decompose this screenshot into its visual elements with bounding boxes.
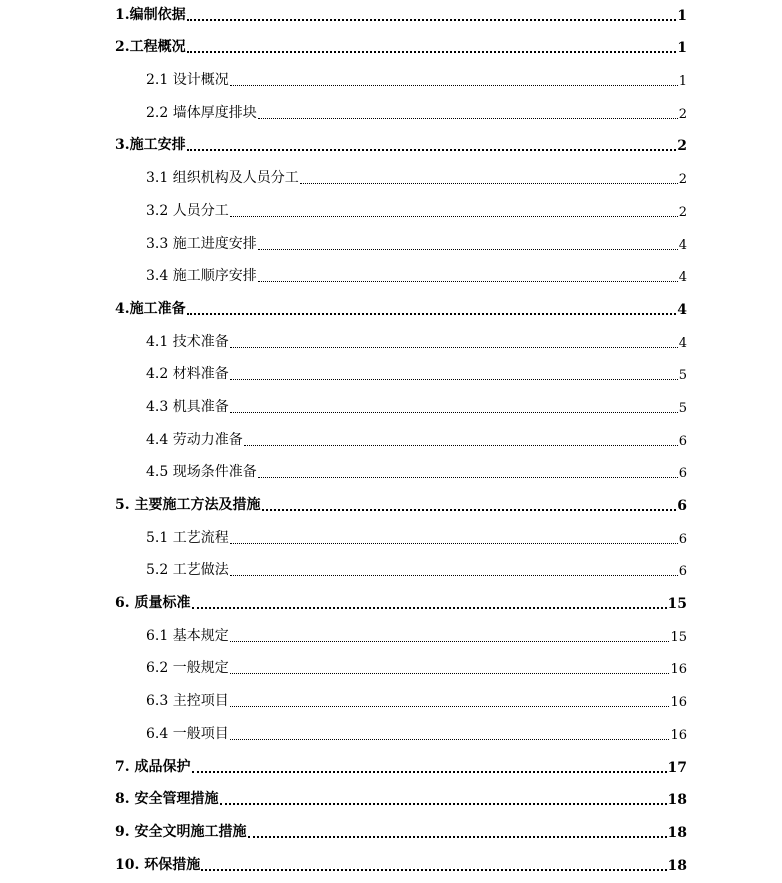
- toc-entry-page-number: 4: [678, 335, 687, 351]
- toc-dot-leader: [230, 738, 670, 740]
- toc-entry-page-number: 2: [677, 138, 687, 155]
- toc-entry-label: 5.2 工艺做法: [146, 562, 229, 579]
- toc-entry-page-number: 16: [670, 695, 687, 711]
- toc-entry-section[interactable]: [115, 131, 687, 164]
- toc-entry-label: 3.施工安排: [115, 137, 186, 154]
- toc-dot-leader: [230, 640, 670, 642]
- toc-entry-page-number: 18: [667, 824, 687, 841]
- toc-entry-page-number: 6: [677, 498, 687, 514]
- toc-entry-label: 6.2 一般规定: [146, 660, 229, 677]
- toc-entry-page-number: 2: [678, 172, 687, 188]
- toc-dot-leader: [300, 182, 678, 184]
- toc-entry-section[interactable]: [115, 33, 687, 66]
- toc-entry-label: 7. 成品保护: [115, 758, 191, 775]
- toc-entry-label: 6. 质量标准: [115, 595, 191, 612]
- toc-entry-page-number: 6: [678, 531, 687, 547]
- toc-dot-leader: [230, 84, 678, 86]
- toc-entry-section[interactable]: [115, 588, 687, 621]
- toc-dot-leader: [220, 802, 667, 805]
- toc-entry-section[interactable]: [115, 490, 687, 523]
- toc-dot-leader: [187, 148, 677, 151]
- toc-entry-label: 6.4 一般项目: [146, 725, 229, 742]
- toc-entry-subsection[interactable]: [115, 360, 687, 393]
- toc-entry-page-number: 5: [678, 368, 687, 384]
- toc-entry-subsection[interactable]: [115, 556, 687, 589]
- toc-dot-leader: [187, 312, 677, 315]
- toc-dot-leader: [230, 346, 678, 348]
- toc-entry-page-number: 16: [670, 662, 687, 678]
- toc-entry-page-number: 4: [677, 301, 687, 318]
- toc-entry-label: 4.1 技术准备: [146, 333, 229, 350]
- toc-dot-leader: [258, 117, 678, 119]
- toc-entry-subsection[interactable]: [115, 65, 687, 98]
- toc-entry-subsection[interactable]: [115, 654, 687, 687]
- toc-entry-label: 5.1 工艺流程: [146, 529, 229, 546]
- toc-entry-section[interactable]: [115, 785, 687, 818]
- toc-entry-label: 3.3 施工进度安排: [146, 235, 257, 252]
- toc-dot-leader: [230, 672, 670, 674]
- toc-entry-page-number: 18: [667, 857, 687, 874]
- toc-entry-subsection[interactable]: [115, 686, 687, 719]
- toc-dot-leader: [230, 542, 678, 544]
- toc-entry-label: 10. 环保措施: [115, 856, 201, 873]
- toc-dot-leader: [230, 411, 678, 413]
- toc-entry-label: 6.1 基本规定: [146, 627, 229, 644]
- toc-entry-label: 3.2 人员分工: [146, 202, 229, 219]
- toc-entry-subsection[interactable]: [115, 327, 687, 360]
- toc-entry-subsection[interactable]: [115, 458, 687, 491]
- toc-dot-leader: [230, 378, 678, 380]
- toc-entry-page-number: 17: [667, 759, 687, 776]
- toc-entry-subsection[interactable]: [115, 425, 687, 458]
- toc-entry-subsection[interactable]: [115, 262, 687, 295]
- table-of-contents: [115, 0, 687, 883]
- toc-dot-leader: [187, 18, 677, 21]
- toc-entry-subsection[interactable]: [115, 523, 687, 556]
- toc-entry-label: 4.3 机具准备: [146, 398, 229, 415]
- toc-entry-page-number: 6: [678, 433, 687, 449]
- toc-dot-leader: [230, 215, 678, 217]
- toc-entry-page-number: 18: [667, 792, 687, 809]
- toc-dot-leader: [201, 868, 666, 871]
- toc-entry-label: 2.2 墙体厚度排块: [146, 104, 257, 121]
- toc-entry-subsection[interactable]: [115, 98, 687, 131]
- toc-entry-page-number: 6: [678, 466, 687, 482]
- toc-entry-label: 1.编制依据: [115, 6, 186, 23]
- toc-dot-leader: [230, 705, 670, 707]
- toc-entry-label: 8. 安全管理措施: [115, 791, 219, 808]
- toc-entry-page-number: 15: [667, 596, 687, 613]
- toc-entry-label: 5. 主要施工方法及措施: [115, 497, 261, 513]
- toc-entry-page-number: 2: [678, 204, 687, 220]
- toc-entry-label: 2.工程概况: [115, 39, 186, 56]
- toc-entry-page-number: 1: [678, 74, 687, 90]
- toc-entry-label: 2.1 设计概况: [146, 72, 229, 89]
- toc-entry-label: 4.4 劳动力准备: [146, 431, 243, 448]
- toc-entry-subsection[interactable]: [115, 163, 687, 196]
- toc-entry-page-number: 15: [670, 629, 687, 645]
- toc-dot-leader: [258, 476, 678, 478]
- toc-entry-section[interactable]: [115, 294, 687, 327]
- toc-entry-section[interactable]: [115, 850, 687, 883]
- toc-entry-section[interactable]: [115, 0, 687, 33]
- toc-entry-subsection[interactable]: [115, 229, 687, 262]
- toc-dot-leader: [258, 248, 678, 250]
- toc-entry-subsection[interactable]: [115, 392, 687, 425]
- toc-entry-page-number: 16: [670, 727, 687, 743]
- toc-dot-leader: [258, 280, 678, 282]
- toc-dot-leader: [230, 574, 678, 576]
- toc-dot-leader: [192, 606, 667, 609]
- toc-entry-page-number: 4: [678, 270, 687, 286]
- toc-entry-subsection[interactable]: [115, 196, 687, 229]
- toc-entry-label: 4.施工准备: [115, 300, 186, 317]
- toc-entry-label: 4.5 现场条件准备: [146, 464, 257, 481]
- toc-entry-label: 3.4 施工顺序安排: [146, 268, 257, 285]
- toc-dot-leader: [262, 508, 677, 511]
- toc-entry-subsection[interactable]: [115, 621, 687, 654]
- toc-entry-page-number: 1: [677, 40, 687, 57]
- toc-entry-label: 9. 安全文明施工措施: [115, 823, 247, 840]
- toc-dot-leader: [244, 444, 678, 446]
- toc-entry-section[interactable]: [115, 817, 687, 850]
- toc-entry-section[interactable]: [115, 752, 687, 785]
- toc-entry-label: 4.2 材料准备: [146, 366, 229, 383]
- toc-entry-page-number: 1: [677, 7, 687, 24]
- toc-entry-label: 3.1 组织机构及人员分工: [146, 170, 299, 187]
- toc-entry-page-number: 6: [678, 564, 687, 580]
- toc-entry-page-number: 4: [678, 237, 687, 253]
- toc-dot-leader: [187, 50, 677, 53]
- toc-dot-leader: [248, 835, 667, 838]
- toc-dot-leader: [192, 770, 667, 773]
- toc-entry-subsection[interactable]: [115, 719, 687, 752]
- toc-entry-page-number: 5: [678, 400, 687, 416]
- toc-entry-page-number: 2: [678, 106, 687, 122]
- toc-entry-label: 6.3 主控项目: [146, 693, 229, 710]
